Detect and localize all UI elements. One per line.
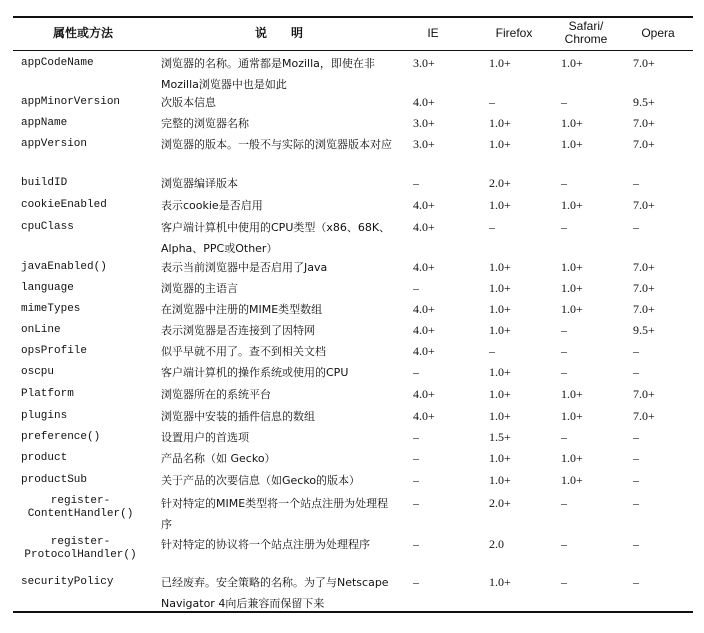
property-description: 浏览器中安装的插件信息的数组 — [161, 410, 315, 423]
firefox-support: 1.0+ — [489, 365, 511, 379]
opera-support: 7.0+ — [633, 409, 655, 423]
safari-chrome-support: – — [561, 176, 567, 190]
firefox-support: 1.0+ — [489, 260, 511, 274]
property-name: register-ContentHandler() — [27, 495, 134, 520]
ie-support: – — [413, 575, 419, 589]
ie-support: 4.0+ — [413, 409, 435, 423]
firefox-support: 1.0+ — [489, 575, 511, 589]
firefox-support: 1.0+ — [489, 56, 511, 70]
property-name: buildID — [21, 177, 68, 189]
opera-support: – — [633, 430, 639, 444]
property-description: 浏览器所在的系统平台 — [161, 388, 271, 401]
opera-support: – — [633, 537, 639, 551]
property-description: 似乎早就不用了。查不到相关文档 — [161, 345, 326, 358]
ie-support: 4.0+ — [413, 95, 435, 109]
safari-chrome-support: 1.0+ — [561, 451, 583, 465]
header-property: 属性或方法 — [52, 25, 113, 40]
firefox-support: – — [489, 95, 495, 109]
property-name: mimeTypes — [21, 303, 81, 315]
safari-chrome-support: 1.0+ — [561, 473, 583, 487]
table-bottom-rule — [13, 611, 693, 613]
safari-chrome-support: 1.0+ — [561, 302, 583, 316]
safari-chrome-support: 1.0+ — [561, 116, 583, 130]
property-description: 表示cookie是否启用 — [161, 199, 263, 212]
property-description: 客户端计算机的操作系统或使用的CPU — [161, 366, 349, 379]
opera-support: 7.0+ — [633, 387, 655, 401]
property-description: 浏览器的主语言 — [161, 282, 238, 295]
firefox-support: 1.0+ — [489, 198, 511, 212]
safari-chrome-support: 1.0+ — [561, 198, 583, 212]
ie-support: – — [413, 365, 419, 379]
property-description: 产品名称（如 Gecko） — [161, 452, 276, 465]
property-name: plugins — [21, 410, 68, 422]
property-description: 浏览器编译版本 — [161, 177, 238, 190]
opera-support: – — [633, 365, 639, 379]
ie-support: – — [413, 451, 419, 465]
property-name: appCodeName — [21, 57, 94, 69]
property-name: oscpu — [21, 366, 55, 378]
opera-support: – — [633, 575, 639, 589]
safari-chrome-support: – — [561, 537, 567, 551]
property-name: productSub — [21, 474, 88, 486]
property-name: appName — [21, 117, 68, 129]
opera-support: 7.0+ — [633, 116, 655, 130]
property-name: onLine — [21, 324, 61, 336]
property-name: Platform — [21, 388, 74, 400]
opera-support: 7.0+ — [633, 56, 655, 70]
header-safari-chrome: Safari/ Chrome — [564, 19, 608, 46]
ie-support: 3.0+ — [413, 56, 435, 70]
firefox-support: 1.5+ — [489, 430, 511, 444]
firefox-support: 1.0+ — [489, 281, 511, 295]
property-description: 次版本信息 — [161, 96, 216, 109]
opera-support: – — [633, 176, 639, 190]
firefox-support: 2.0+ — [489, 496, 511, 510]
firefox-support: – — [489, 344, 495, 358]
header-description: 说 明 — [254, 25, 303, 40]
firefox-support: 1.0+ — [489, 473, 511, 487]
ie-support: 3.0+ — [413, 116, 435, 130]
opera-support: 9.5+ — [633, 323, 655, 337]
safari-chrome-support: – — [561, 430, 567, 444]
property-description: 在浏览器中注册的MIME类型数组 — [161, 303, 323, 316]
safari-chrome-support: – — [561, 496, 567, 510]
property-name: preference() — [21, 431, 101, 443]
safari-chrome-support: – — [561, 95, 567, 109]
property-name: appVersion — [21, 138, 88, 150]
firefox-support: 1.0+ — [489, 137, 511, 151]
property-description: 关于产品的次要信息（如Gecko的版本） — [161, 474, 361, 487]
firefox-support: 1.0+ — [489, 387, 511, 401]
property-description: 针对特定的协议将一个站点注册为处理程序 — [161, 538, 370, 551]
property-description: 浏览器的名称。通常都是Mozilla，即使在非Mozilla浏览器中也是如此 — [161, 57, 375, 91]
firefox-support: 1.0+ — [489, 323, 511, 337]
safari-chrome-support: – — [561, 220, 567, 234]
property-description: 表示当前浏览器中是否启用了Java — [161, 261, 328, 274]
safari-chrome-support: – — [561, 365, 567, 379]
property-name: appMinorVersion — [21, 96, 121, 108]
header-ie: IE — [427, 25, 439, 40]
header-opera: Opera — [641, 25, 675, 40]
safari-chrome-support: 1.0+ — [561, 56, 583, 70]
opera-support: – — [633, 496, 639, 510]
firefox-support: 1.0+ — [489, 409, 511, 423]
firefox-support: – — [489, 220, 495, 234]
ie-support: 4.0+ — [413, 198, 435, 212]
opera-support: 7.0+ — [633, 302, 655, 316]
property-description: 客户端计算机中使用的CPU类型（x86、68K、Alpha、PPC或Other） — [161, 221, 391, 255]
property-name: javaEnabled() — [21, 261, 107, 273]
property-description: 设置用户的首选项 — [161, 431, 249, 444]
safari-chrome-support: – — [561, 323, 567, 337]
property-name: language — [21, 282, 74, 294]
header-rule — [13, 50, 693, 51]
opera-support: 7.0+ — [633, 281, 655, 295]
property-name: cpuClass — [21, 221, 74, 233]
property-description: 针对特定的MIME类型将一个站点注册为处理程序 — [161, 497, 389, 531]
ie-support: – — [413, 496, 419, 510]
safari-chrome-support: 1.0+ — [561, 260, 583, 274]
header-firefox: Firefox — [495, 25, 533, 40]
ie-support: 4.0+ — [413, 260, 435, 274]
opera-support: – — [633, 344, 639, 358]
ie-support: 4.0+ — [413, 323, 435, 337]
firefox-support: 2.0 — [489, 537, 504, 551]
ie-support: 4.0+ — [413, 387, 435, 401]
opera-support: 7.0+ — [633, 198, 655, 212]
opera-support: 9.5+ — [633, 95, 655, 109]
opera-support: 7.0+ — [633, 260, 655, 274]
opera-support: 7.0+ — [633, 137, 655, 151]
ie-support: – — [413, 473, 419, 487]
property-name: securityPolicy — [21, 576, 114, 588]
ie-support: 4.0+ — [413, 302, 435, 316]
property-name: opsProfile — [21, 345, 88, 357]
firefox-support: 1.0+ — [489, 451, 511, 465]
safari-chrome-support: 1.0+ — [561, 387, 583, 401]
firefox-support: 2.0+ — [489, 176, 511, 190]
opera-support: – — [633, 451, 639, 465]
safari-chrome-support: – — [561, 344, 567, 358]
safari-chrome-support: 1.0+ — [561, 137, 583, 151]
firefox-support: 1.0+ — [489, 302, 511, 316]
property-name: cookieEnabled — [21, 199, 107, 211]
property-description: 已经废弃。安全策略的名称。为了与Netscape Navigator 4向后兼容而保留下来 — [161, 576, 389, 610]
ie-support: 4.0+ — [413, 220, 435, 234]
opera-support: – — [633, 220, 639, 234]
ie-support: – — [413, 281, 419, 295]
property-description: 表示浏览器是否连接到了因特网 — [161, 324, 315, 337]
firefox-support: 1.0+ — [489, 116, 511, 130]
property-name: product — [21, 452, 68, 464]
ie-support: 4.0+ — [413, 344, 435, 358]
ie-support: – — [413, 176, 419, 190]
property-name: register-ProtocolHandler() — [24, 536, 137, 561]
ie-support: 3.0+ — [413, 137, 435, 151]
ie-support: – — [413, 430, 419, 444]
safari-chrome-support: 1.0+ — [561, 281, 583, 295]
ie-support: – — [413, 537, 419, 551]
opera-support: – — [633, 473, 639, 487]
safari-chrome-support: – — [561, 575, 567, 589]
property-description: 完整的浏览器名称 — [161, 117, 249, 130]
safari-chrome-support: 1.0+ — [561, 409, 583, 423]
property-description: 浏览器的版本。一般不与实际的浏览器版本对应 — [161, 138, 392, 151]
